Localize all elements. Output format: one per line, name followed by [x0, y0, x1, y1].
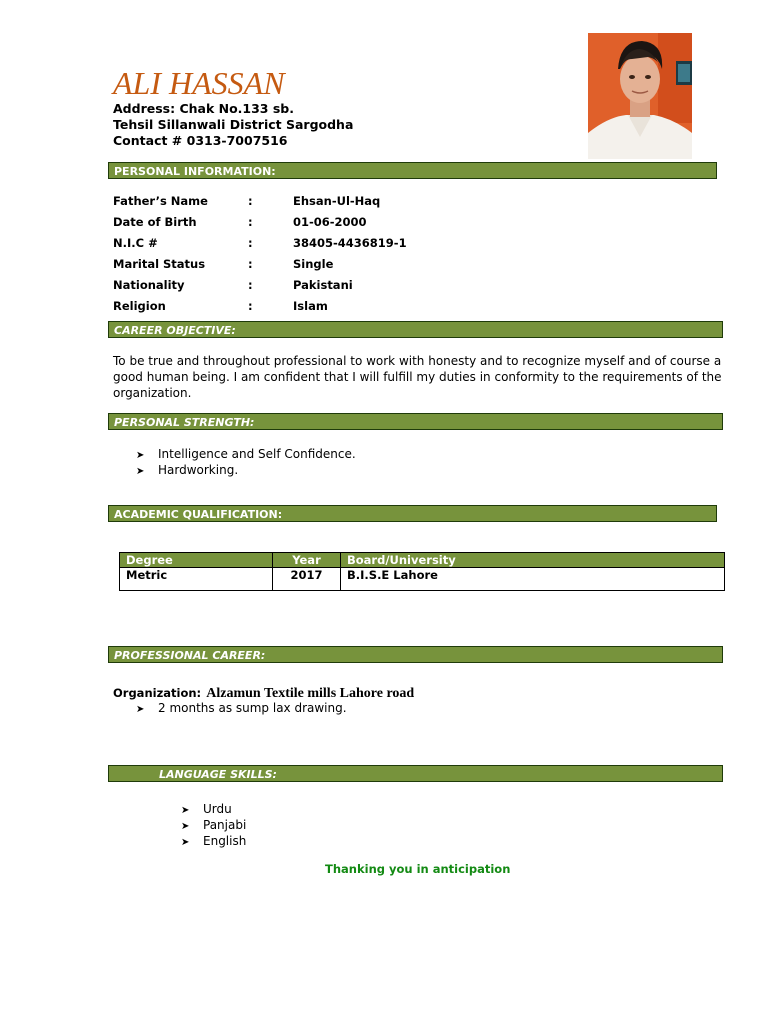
profile-photo — [588, 33, 692, 159]
section-professional-career: PROFESSIONAL CAREER: — [108, 646, 723, 663]
career-item: 2 months as sump lax drawing. — [158, 701, 347, 715]
section-career-objective: CAREER OBJECTIVE: — [108, 321, 723, 338]
candidate-name: ALI HASSAN — [113, 65, 285, 101]
table-cell: Metric — [120, 568, 273, 591]
thanks-note: Thanking you in anticipation — [325, 862, 511, 876]
info-value: Single — [293, 257, 334, 271]
info-separator: : — [248, 278, 253, 292]
list-item — [136, 462, 238, 480]
address-line-1: Address: Chak No.133 sb. — [113, 101, 294, 116]
info-separator: : — [248, 299, 253, 313]
strength-item: Hardworking. — [158, 463, 239, 477]
info-label: N.I.C # — [113, 236, 158, 250]
info-value: Pakistani — [293, 278, 353, 292]
column-header: Year — [273, 553, 341, 568]
language-item: Urdu — [203, 802, 232, 816]
table-header-row — [120, 553, 725, 568]
strength-item: Intelligence and Self Confidence. — [158, 447, 356, 461]
organization-label: Organization: — [113, 686, 202, 700]
table-cell: B.I.S.E Lahore — [341, 568, 725, 591]
info-label: Father’s Name — [113, 194, 208, 208]
section-academic-qualification: ACADEMIC QUALIFICATION: — [108, 505, 717, 522]
arrowhead-bullet-icon: ➤ — [136, 704, 145, 715]
column-header: Board/University — [341, 553, 725, 568]
info-label: Marital Status — [113, 257, 206, 271]
language-item: Panjabi — [203, 818, 247, 832]
info-value: 38405-4436819-1 — [293, 236, 407, 250]
arrowhead-bullet-icon: ➤ — [181, 821, 190, 832]
info-label: Date of Birth — [113, 215, 197, 229]
table-row — [120, 568, 725, 591]
info-separator: : — [248, 236, 253, 250]
info-value: Islam — [293, 299, 328, 313]
arrowhead-bullet-icon: ➤ — [136, 466, 145, 477]
info-value: 01-06-2000 — [293, 215, 367, 229]
arrowhead-bullet-icon: ➤ — [181, 805, 190, 816]
list-item — [136, 700, 347, 718]
section-personal-information: PERSONAL INFORMATION: — [108, 162, 717, 179]
organization-line — [113, 682, 414, 702]
table-cell: 2017 — [273, 568, 341, 591]
arrowhead-bullet-icon: ➤ — [136, 450, 145, 461]
info-separator: : — [248, 215, 253, 229]
address-line-2: Tehsil Sillanwali District Sargodha — [113, 117, 354, 132]
arrowhead-bullet-icon: ➤ — [181, 837, 190, 848]
organization-value: Alzamun Textile mills Lahore road — [206, 686, 415, 701]
contact-number: Contact # 0313-7007516 — [113, 133, 288, 148]
academic-table — [119, 552, 725, 591]
career-objective-text: To be true and throughout professional to work with honesty and to recognize myself and of course a good human being. I am confident that I will fulfill my duties in conformity to the requirements of the organization. — [113, 354, 722, 400]
info-separator: : — [248, 257, 253, 271]
column-header: Degree — [120, 553, 273, 568]
info-separator: : — [248, 194, 253, 208]
info-label: Nationality — [113, 278, 185, 292]
section-personal-strength: PERSONAL STRENGTH: — [108, 413, 723, 430]
section-language-skills: LANGUAGE SKILLS: — [108, 765, 723, 782]
language-item: English — [203, 834, 247, 848]
info-value: Ehsan-Ul-Haq — [293, 194, 381, 208]
list-item — [181, 833, 246, 851]
info-label: Religion — [113, 299, 166, 313]
